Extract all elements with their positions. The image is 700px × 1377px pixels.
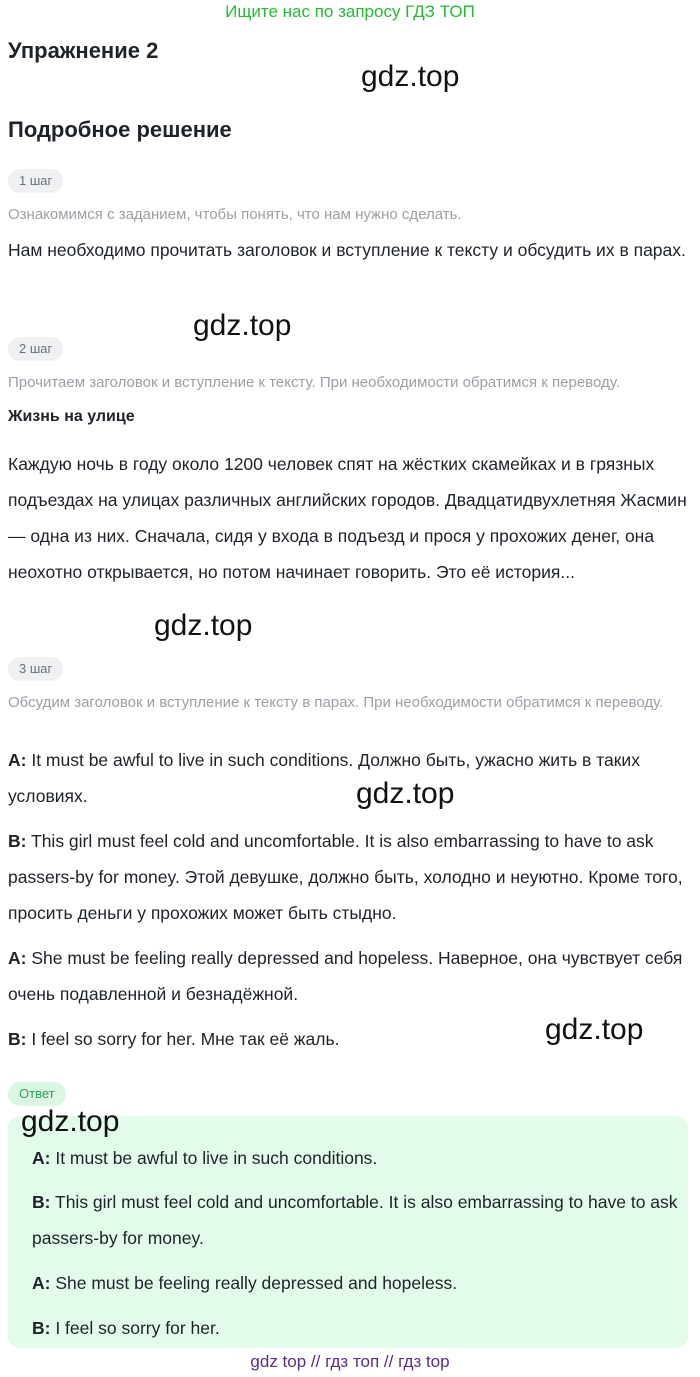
speaker-label: A: [32, 1148, 51, 1168]
answer-text: I feel so sorry for her. [50, 1318, 220, 1338]
step-hint-1: Ознакомимся с заданием, чтобы понять, что нам нужно сделать. [8, 206, 462, 223]
answer-text: It must be awful to live in such conditions. [50, 1148, 378, 1168]
watermark: gdz.top [21, 1105, 120, 1138]
watermark: gdz.top [154, 609, 253, 642]
speaker-label: B: [32, 1192, 51, 1212]
dialogue-line [8, 823, 698, 931]
dialogue-line [8, 1021, 508, 1057]
text-heading: Жизнь на улице [8, 408, 135, 425]
speaker-label: B: [8, 1029, 27, 1049]
speaker-label: A: [8, 750, 27, 770]
step-hint-2: Прочитаем заголовок и вступление к тексту. При необходимости обратимся к переводу. [8, 374, 620, 391]
answer-text: She must be feeling really depressed and hopeless. [50, 1273, 458, 1293]
footer-links[interactable]: gdz top // гдз топ // гдз top [250, 1352, 450, 1371]
speaker-label: A: [8, 948, 27, 968]
watermark: gdz.top [361, 60, 460, 93]
answer-line [32, 1184, 682, 1256]
speaker-label: A: [32, 1273, 51, 1293]
speaker-label: B: [8, 831, 27, 851]
dialogue-text: This girl must feel cold and uncomfortable. It is also embarrassing to have to ask passers-by for money. Этой девушке, должно быть, холодно и неуютно. Кроме того, просить деньги у прохожих может быть стыдно. [8, 831, 683, 923]
watermark: gdz.top [193, 309, 292, 342]
dialogue-text: I feel so sorry for her. Мне так её жаль. [26, 1029, 340, 1049]
answer-line [32, 1310, 682, 1346]
search-banner[interactable]: Ищите нас по запросу ГДЗ ТОП [225, 2, 475, 21]
watermark: gdz.top [356, 777, 455, 810]
step-badge-1: 1 шаг [8, 169, 63, 193]
step-text-1: Нам необходимо прочитать заголовок и вступление к тексту и обсудить их в парах. [8, 240, 686, 260]
step-badge-3: 3 шаг [8, 657, 63, 681]
step-hint-3: Обсудим заголовок и вступление к тексту в парах. При необходимости обратимся к переводу. [8, 694, 664, 711]
speaker-label: B: [32, 1318, 51, 1338]
answer-line [32, 1265, 682, 1301]
dialogue-text: It must be awful to live in such conditions. Должно быть, ужасно жить в таких условиях. [8, 750, 640, 806]
answer-line [32, 1140, 682, 1176]
step-text-2: Каждую ночь в году около 1200 человек спят на жёстких скамейках и в грязных подъездах на улицах различных английских городов. Двадцатидвухлетняя Жасмин — одна из них. Сначала, сидя у входа в подъезд и прося у прохожих денег, она неохотно открывается, но потом начинает говорить. Это её история... [8, 454, 687, 582]
step-badge-2: 2 шаг [8, 337, 63, 361]
page-title: Упражнение 2 [8, 38, 159, 63]
dialogue-line [8, 742, 698, 814]
answer-badge: Ответ [8, 1082, 66, 1106]
section-title: Подробное решение [8, 117, 232, 142]
answer-text: This girl must feel cold and uncomfortable. It is also embarrassing to have to ask passers-by for money. [32, 1192, 678, 1248]
dialogue-line [8, 940, 698, 1012]
dialogue-text: She must be feeling really depressed and hopeless. Наверное, она чувствует себя очень подавленной и безнадёжной. [8, 948, 683, 1004]
watermark: gdz.top [545, 1013, 644, 1046]
